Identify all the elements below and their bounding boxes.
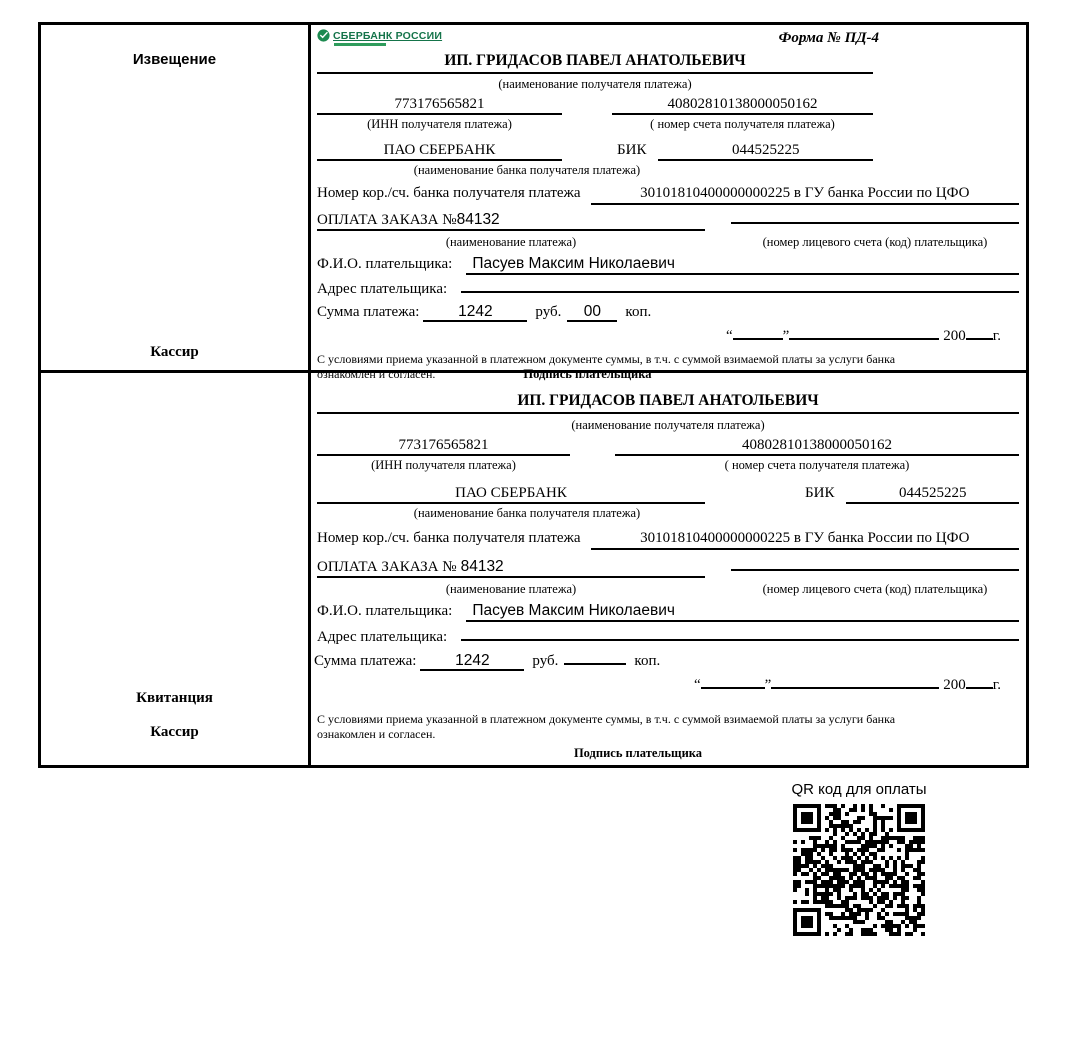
bik-label: БИК <box>805 485 835 501</box>
address-field <box>461 291 1019 293</box>
receipt-content <box>311 373 1026 765</box>
address-field <box>461 639 1019 641</box>
rub-label: руб. <box>532 653 559 669</box>
personal-account-caption: (номер лицевого счета (код) плательщика) <box>762 235 988 249</box>
qr-label: QR код для оплаты <box>791 781 927 798</box>
inn-caption: (ИНН получателя платежа) <box>367 117 512 131</box>
cashier-label: Кассир <box>150 724 199 740</box>
account-caption: ( номер счета получателя платежа) <box>650 117 835 131</box>
order-number: 84132 <box>456 211 500 228</box>
sum-value: 1242 <box>420 652 524 671</box>
account-value: 40802810138000050162 <box>612 96 873 115</box>
kop-value <box>564 663 626 665</box>
year-suffix: г. <box>992 328 1001 344</box>
inn-caption: (ИНН получателя платежа) <box>371 458 516 472</box>
agreement-text: С условиями приема указанной в платежном документе суммы, в т.ч. с суммой взимаемой платы за услуги банка ознакомлен и согласен. <box>317 712 896 741</box>
bik-value: 044525225 <box>658 141 873 161</box>
bik-label: БИК <box>617 142 647 158</box>
receipt-stub <box>41 373 311 765</box>
cashier-label: Кассир <box>150 344 199 360</box>
receipt-section <box>41 370 1026 765</box>
qr-section <box>784 781 934 936</box>
fio-label: Ф.И.О. плательщика: <box>317 603 453 619</box>
account-caption: ( номер счета получателя платежа) <box>724 458 910 472</box>
date-field <box>317 327 1001 345</box>
inn-value: 773176565821 <box>317 437 570 456</box>
fio-value: Пасуев Максим Николаевич <box>466 602 1019 622</box>
sberbank-logo-subtext-bar <box>334 43 386 46</box>
quote-close: ” <box>782 328 790 344</box>
recipient-name: ИП. ГРИДАСОВ ПАВЕЛ АНАТОЛЬЕВИЧ <box>317 51 873 74</box>
payment-name-value <box>317 211 705 231</box>
year-prefix: 200 <box>943 677 966 693</box>
payment-name-caption: (наименование платежа) <box>445 582 577 596</box>
date-field <box>317 676 1001 694</box>
notice-label: Извещение <box>132 51 217 68</box>
recipient-name: ИП. ГРИДАСОВ ПАВЕЛ АНАТОЛЬЕВИЧ <box>317 391 1019 414</box>
recipient-name-caption: (наименование получателя платежа) <box>498 77 692 91</box>
notice-stub <box>41 25 311 370</box>
signature-label: Подпись плательщика <box>573 746 703 760</box>
inn-value: 773176565821 <box>317 96 562 115</box>
sum-label: Сумма платежа: <box>314 653 417 669</box>
signature-label: Подпись плательщика <box>523 367 652 381</box>
fio-label: Ф.И.О. плательщика: <box>317 256 453 272</box>
payment-form <box>38 22 1029 768</box>
rub-label: руб. <box>535 304 562 320</box>
sberbank-logo-text: СБЕРБАНК РОССИИ <box>333 29 443 42</box>
receipt-label: Квитанция <box>136 690 213 706</box>
payment-name-prefix: ОПЛАТА ЗАКАЗА № <box>317 559 457 575</box>
sberbank-logo <box>317 29 442 46</box>
sum-label: Сумма платежа: <box>317 304 420 320</box>
sberbank-logo-icon <box>317 29 330 42</box>
personal-account-caption: (номер лицевого счета (код) плательщика) <box>762 582 988 596</box>
address-label: Адрес плательщика: <box>317 629 448 645</box>
notice-content <box>311 25 1026 381</box>
qr-code-image <box>793 804 925 936</box>
year-suffix: г. <box>992 677 1001 693</box>
sum-value: 1242 <box>423 303 527 322</box>
kop-value: 00 <box>567 303 617 322</box>
year-prefix: 200 <box>943 328 966 344</box>
personal-account-field <box>731 222 1019 224</box>
personal-account-field <box>731 569 1019 571</box>
order-number: 84132 <box>460 558 504 575</box>
quote-close: ” <box>764 677 772 693</box>
form-number: Форма № ПД-4 <box>778 30 879 46</box>
payment-name-caption: (наименование платежа) <box>445 235 577 249</box>
kop-label: коп. <box>625 304 652 320</box>
bik-value: 044525225 <box>846 484 1019 504</box>
kop-label: коп. <box>634 653 661 669</box>
agreement-text: С условиями приема указанной в платежном документе суммы, в т.ч. с суммой взимаемой платы за услуги банка ознакомлен и согласен. Подпись плательщика <box>317 352 896 381</box>
corr-account-value: 30101810400000000225 в ГУ банка России по ЦФО <box>591 529 1019 550</box>
notice-section <box>41 25 1026 381</box>
bank-name-value: ПАО СБЕРБАНК <box>317 484 705 504</box>
bank-name-caption: (наименование банка получателя платежа) <box>413 506 641 520</box>
quote-open: “ <box>725 328 733 344</box>
payment-name-prefix: ОПЛАТА ЗАКАЗА № <box>317 212 457 228</box>
payment-name-value <box>317 558 705 578</box>
bank-name-caption: (наименование банка получателя платежа) <box>413 163 641 177</box>
quote-open: “ <box>693 677 701 693</box>
account-value: 40802810138000050162 <box>615 437 1019 456</box>
corr-account-label: Номер кор./сч. банка получателя платежа <box>317 530 581 546</box>
recipient-name-caption: (наименование получателя платежа) <box>571 418 765 432</box>
address-label: Адрес плательщика: <box>317 281 448 297</box>
fio-value: Пасуев Максим Николаевич <box>466 255 1019 275</box>
corr-account-value: 30101810400000000225 в ГУ банка России по ЦФО <box>591 184 1019 205</box>
bank-name-value: ПАО СБЕРБАНК <box>317 141 562 161</box>
corr-account-label: Номер кор./сч. банка получателя платежа <box>317 185 581 201</box>
